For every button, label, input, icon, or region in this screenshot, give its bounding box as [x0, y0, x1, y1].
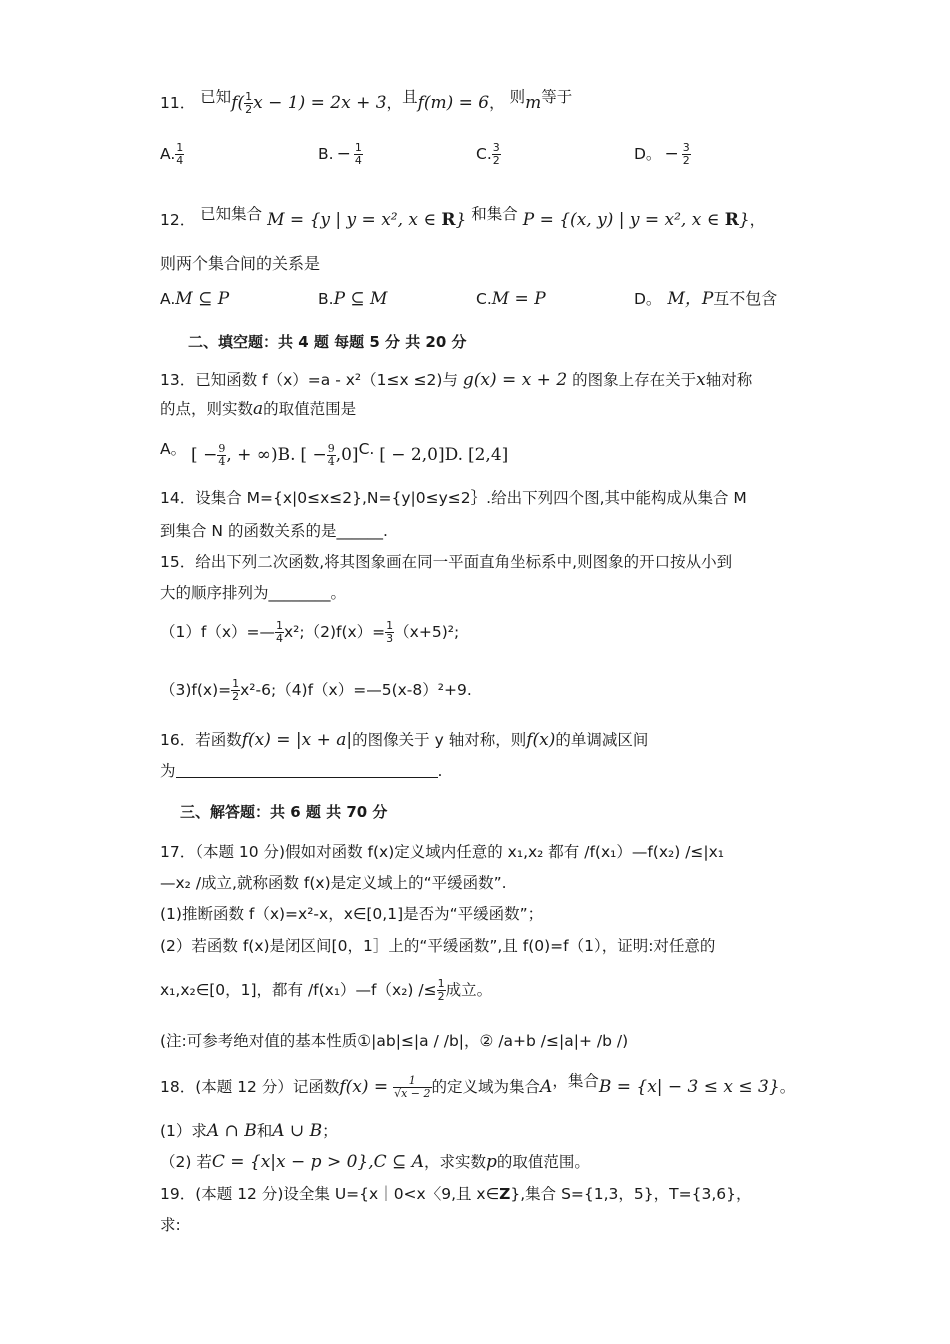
q19-line1-b: },集合 S={1,3，5}，T={3,6}，: [510, 1185, 752, 1203]
q18-and: 和: [256, 1122, 273, 1140]
q15-f3-a: （3)f(x)=: [160, 681, 232, 699]
q16-lead: 16．若函数: [160, 731, 242, 749]
q11-line: [160, 86, 572, 116]
q16-line2-lead: 为: [160, 762, 176, 780]
q17-line4: (2）若函数 f(x)是闭区间[0，1］上的“平缓函数”,且 f(0)=f（1），证明:对任意的: [160, 937, 716, 955]
option-fraction: $\frac{1}{4}$: [354, 141, 362, 167]
q17-line5-b: 成立。: [445, 981, 493, 999]
q18-comma: ，集合: [552, 1072, 599, 1090]
q18-part2-lead: （2) 若: [160, 1153, 212, 1171]
q11-comma1: ，: [386, 94, 403, 112]
option-sign: −: [336, 144, 351, 164]
q13-option-b-label[interactable]: B.: [277, 445, 296, 465]
q12-mid: 和集合: [471, 205, 518, 223]
q13-option-c-label[interactable]: C.: [358, 440, 375, 458]
q18-set-c: C = {x|x − p > 0},C ⊆ A: [211, 1152, 424, 1172]
q18-lead: 18．(本题 12 分）记函数: [160, 1078, 340, 1096]
option-fraction: $\frac{3}{2}$: [682, 141, 690, 167]
option-label: B.: [318, 290, 334, 308]
q11-number: 11．: [160, 94, 196, 112]
q18-fraction: $\frac{1}{√x - 2}$: [394, 1074, 431, 1100]
q13-line2-b: 的取值范围是: [263, 400, 357, 418]
q16-line2: [160, 760, 442, 782]
q13-option-a-label[interactable]: A。: [160, 440, 187, 458]
q18-line1: [160, 1070, 795, 1100]
q16-tail: 的单调减区间: [555, 731, 649, 749]
q19-line1: [160, 1183, 751, 1205]
q13-line2-a: 的点，则实数: [160, 400, 254, 418]
q11-f-open: f(: [231, 93, 245, 113]
q11-f-rest: x − 1) = 2x + 3: [253, 93, 387, 113]
option-label: C.: [476, 290, 492, 308]
q13-text-b: 的图象上存在关于: [572, 371, 697, 389]
q15-line2: 大的顺序排列为________。: [160, 584, 347, 602]
section-3-heading: 三、解答题：共 6 题 共 70 分: [180, 803, 388, 821]
q12-set-m: M = {y | y = x², x ∈ R}: [267, 210, 467, 230]
q12-set-p: P = {(x, y) | y = x², x ∈ R}: [522, 210, 750, 230]
option-label: C.: [476, 145, 492, 163]
q15-line3: [160, 620, 459, 645]
q11-tail: 等于: [541, 88, 573, 106]
q11-option-c[interactable]: [476, 142, 501, 167]
option-fraction: $\frac{3}{2}$: [492, 141, 500, 167]
q19-line2: 求:: [160, 1216, 181, 1234]
q16-function2: f(x): [526, 730, 556, 750]
q13-function-f: f（x）=a - x²（1≤x ≤2)与: [262, 371, 458, 389]
q11-lead: 已知: [200, 88, 232, 106]
q11-option-a[interactable]: [160, 142, 184, 167]
option-tail: 互不包含: [713, 289, 778, 308]
q13-option-b-expr[interactable]: [ − $\frac{9}{4}$ ,0]: [300, 442, 359, 468]
q12-option-a[interactable]: [160, 288, 229, 310]
q11-then: 则: [509, 88, 526, 106]
q14-line2: 到集合 N 的函数关系的是______.: [160, 522, 388, 540]
q16-line2-end: .: [437, 762, 443, 780]
q15-f1-a: （1）f（x）=—: [160, 623, 275, 641]
q12-lead: 已知集合: [200, 205, 263, 223]
q15-f3-b: x²-6;（4)f（x）=—5(x-8）²+9.: [240, 681, 472, 699]
q18-part2-b: ，求实数: [423, 1153, 486, 1171]
q13-text-c: 轴对称: [705, 371, 753, 389]
q18-part1-end: ；: [322, 1122, 338, 1140]
q18-part1: [160, 1120, 338, 1142]
q18-var-p: p: [486, 1152, 497, 1172]
option-expr: M，P: [667, 289, 714, 309]
q16-answer-blank[interactable]: [176, 761, 438, 778]
option-expr: M ⊆ P: [175, 289, 230, 309]
q12-option-d[interactable]: [634, 288, 777, 310]
q15-line1: 15．给出下列二次函数,将其图象画在同一平面直角坐标系中,则图象的开口按从小到: [160, 553, 733, 571]
q17-line5: [160, 978, 492, 1003]
section-2-heading: 二、填空题：共 4 题 每题 5 分 共 20 分: [188, 333, 467, 351]
q12-option-b[interactable]: [318, 288, 387, 310]
q12-comma: ，: [749, 211, 766, 229]
q19-integers: Z: [499, 1185, 511, 1203]
q19-line1-a: 19．(本题 12 分)设全集 U={x｜0<x〈9,且 x∈: [160, 1185, 500, 1203]
q17-line5-a: x₁,x₂∈[0，1]，都有 /f(x₁）—f（x₂) /≤: [160, 981, 437, 999]
q15-f1-fraction: $\frac{1}{4}$: [275, 619, 283, 645]
q12-line2: 则两个集合间的关系是: [160, 254, 321, 273]
q13-option-d-expr[interactable]: [2,4]: [467, 445, 509, 465]
q11-mid: 且: [402, 88, 418, 106]
option-label: D。: [634, 145, 662, 163]
q13-options: [160, 438, 508, 468]
option-sign: −: [664, 144, 679, 164]
option-label: A.: [160, 290, 176, 308]
q17-line3: (1)推断函数 f（x)=x²-x，x∈[0,1]是否为“平缓函数”；: [160, 905, 544, 923]
q11-option-d[interactable]: [634, 142, 691, 167]
q17-line2: —x₂ /成立,就称函数 f(x)是定义域上的“平缓函数”.: [160, 874, 507, 892]
q11-comma2: ，: [489, 94, 505, 112]
q18-part2-c: 的取值范围。: [496, 1153, 590, 1171]
q17-line1: 17．（本题 10 分)假如对函数 f(x)定义域内任意的 x₁,x₂ 都有 /f(x₁）—f(x₂) /≤|x₁: [160, 843, 725, 861]
q13-option-a-expr[interactable]: [ − $\frac{9}{4}$ , + ∞): [191, 442, 278, 468]
option-expr: M = P: [491, 289, 546, 309]
q18-set-b: B = {x| − 3 ≤ x ≤ 3}: [598, 1077, 780, 1097]
q13-line2: [160, 398, 356, 420]
q12-option-c[interactable]: [476, 288, 546, 310]
q15-f2-b: （x+5)²;: [394, 623, 460, 641]
q18-union: A ∪ B: [272, 1121, 323, 1141]
q15-f3-fraction: $\frac{1}{2}$: [232, 677, 240, 703]
q11-fraction: $\frac{1}{2}$: [245, 90, 253, 116]
q18-dot: 。: [779, 1078, 796, 1096]
q18-part2: [160, 1151, 590, 1173]
q18-mid: 的定义域为集合: [431, 1078, 541, 1096]
q11-condition: f(m) = 6: [417, 93, 490, 113]
q17-line6: (注:可参考绝对值的基本性质①|ab|≤|a / /b|，② /a+b /≤|a|+ /b /): [160, 1032, 629, 1050]
q18-part1-lead: (1）求: [160, 1122, 207, 1140]
q18-set-a: A: [540, 1077, 553, 1097]
option-expr: P ⊆ M: [333, 289, 388, 309]
q14-line1: 14．设集合 M={x|0≤x≤2},N={y|0≤y≤2｝.给出下列四个图,其中能构成从集合 M: [160, 489, 747, 507]
q11-var: m: [525, 93, 542, 113]
q13-lead: 13．已知函数: [160, 371, 258, 389]
option-label: B.: [318, 145, 334, 163]
q12-number: 12．: [160, 211, 196, 229]
q11-option-b[interactable]: [318, 142, 363, 167]
q13-function-g: g(x) = x + 2: [462, 370, 568, 390]
q13-var-a: a: [253, 399, 264, 419]
option-fraction: $\frac{1}{4}$: [176, 141, 184, 167]
q13-option-d-label[interactable]: D.: [444, 445, 464, 465]
q17-fraction: $\frac{1}{2}$: [437, 977, 445, 1003]
q12-line: [160, 203, 765, 231]
q18-intersection: A ∩ B: [206, 1121, 257, 1141]
q15-f1-b: x²;（2)f(x）=: [283, 623, 386, 641]
q13-line1: [160, 369, 752, 391]
q16-line1: [160, 729, 648, 751]
q16-function: f(x) = |x + a|: [241, 730, 353, 750]
q16-mid: 的图像关于 y 轴对称，则: [352, 731, 527, 749]
q15-f2-fraction: $\frac{1}{3}$: [386, 619, 394, 645]
option-label: A.: [160, 145, 176, 163]
option-label: D。: [634, 290, 662, 308]
q13-var-x: x: [696, 370, 706, 390]
q13-option-c-expr[interactable]: [ − 2,0]: [379, 445, 445, 465]
q15-line4: [160, 678, 472, 703]
q18-function: f(x) =: [339, 1077, 389, 1097]
